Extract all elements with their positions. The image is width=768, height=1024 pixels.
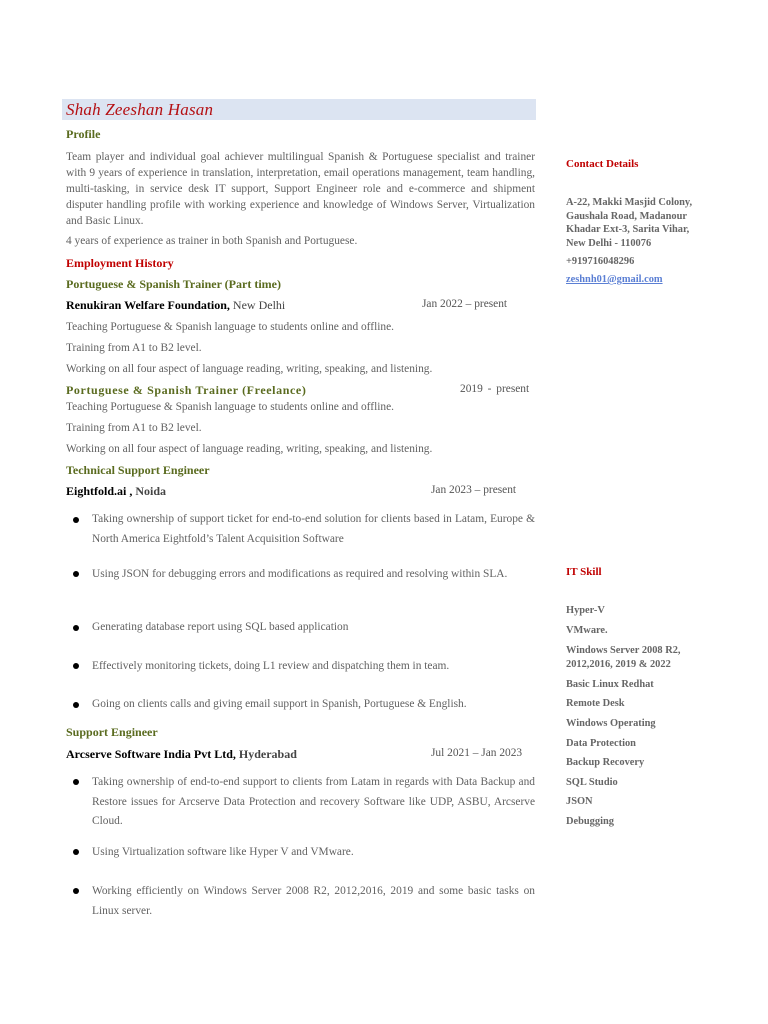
job-dates: Jul 2021 – Jan 2023 <box>431 747 523 759</box>
skill-item: Basic Linux Redhat <box>566 679 654 690</box>
profile-trainer-experience: 4 years of experience as trainer in both Spanish and Portuguese. <box>66 235 358 247</box>
bullet-icon <box>73 849 79 855</box>
bullet-icon <box>73 625 79 631</box>
skill-item: Windows Operating <box>566 718 656 729</box>
job-line: Working on all four aspect of language reading, writing, speaking, and listening. <box>66 363 433 375</box>
skill-item: 2012,2016, 2019 & 2022 <box>566 659 671 670</box>
job-dates: Jan 2022 – present <box>422 298 508 310</box>
job-bullet: Generating database report using SQL based application <box>92 621 349 633</box>
job-bullet: Taking ownership of support ticket for end-to-end solution for clients based in Latam, Europe & North America Eightfold’s Talent Acquisition Software <box>92 513 535 545</box>
job-bullet: Working efficiently on Windows Server 2008 R2, 2012,2016, 2019 and some basic tasks on Linux server. <box>92 885 535 917</box>
skill-item: Windows Server 2008 R2, <box>566 645 681 656</box>
organization-name: Arcserve Software India Pvt Ltd, <box>66 747 236 761</box>
organization-name: Renukiran Welfare Foundation, <box>66 298 230 312</box>
contact-address <box>566 196 736 250</box>
job-title: Portuguese & Spanish Trainer (Freelance) <box>66 383 307 397</box>
contact-email-link[interactable]: zeshnh01@gmail.com <box>566 274 663 285</box>
organization-location: New Delhi <box>229 298 286 312</box>
job-bullet: Effectively monitoring tickets, doing L1 review and dispatching them in team. <box>92 660 450 672</box>
skill-item: Debugging <box>566 816 614 827</box>
job-bullet: Using Virtualization software like Hyper V and VMware. <box>92 846 354 858</box>
skill-item: Remote Desk <box>566 698 625 709</box>
profile-summary: Team player and individual goal achiever multilingual Spanish & Portuguese specialist and trainer with 9 years of experience in translation, interpretation, email operations management, team handling, multi-tasking, in service desk IT support, Support Engineer role and e-commerce and shipment disputer handling profile with working experience and knowledge of Windows Server, Virtualization and Basic Linux. <box>66 151 535 227</box>
employment-heading: Employment History <box>66 256 174 270</box>
contact-heading: Contact Details <box>566 158 639 170</box>
skill-item: SQL Studio <box>566 777 618 788</box>
job-organization <box>66 298 285 313</box>
organization-location: Noida <box>132 484 167 498</box>
address-line: A-22, Makki Masjid Colony, <box>566 197 693 208</box>
job-title: Technical Support Engineer <box>66 463 210 477</box>
job-bullet: Going on clients calls and giving email support in Spanish, Portuguese & English. <box>92 698 467 710</box>
candidate-name: Shah Zeeshan Hasan <box>66 100 214 119</box>
organization-name: Eightfold.ai , <box>66 484 133 498</box>
organization-location: Hyderabad <box>235 747 297 761</box>
contact-phone: +919716048296 <box>566 256 635 267</box>
bullet-icon <box>73 779 79 785</box>
bullet-icon <box>73 571 79 577</box>
skill-item: Data Protection <box>566 738 636 749</box>
bullet-icon <box>73 663 79 669</box>
job-line: Teaching Portuguese & Spanish language to students online and offline. <box>66 321 394 333</box>
job-bullet: Using JSON for debugging errors and modifications as required and resolving within SLA. <box>92 568 508 580</box>
job-dates: Jan 2023 – present <box>431 484 517 496</box>
bullet-icon <box>73 888 79 894</box>
skill-item: Hyper-V <box>566 605 605 616</box>
job-bullet: Taking ownership of end-to-end support to clients from Latam in regards with Data Backup and Restore issues for Arcserve Data Protection and recovery Software like UDP, ASBU, Arcserve Cloud. <box>92 776 535 827</box>
skill-item: Backup Recovery <box>566 757 645 768</box>
job-line: Training from A1 to B2 level. <box>66 342 202 354</box>
job-organization <box>66 747 297 762</box>
address-line: Gaushala Road, Madanour <box>566 210 687 222</box>
bullet-icon <box>73 702 79 708</box>
skill-item: JSON <box>566 796 593 807</box>
bullet-icon <box>73 517 79 523</box>
job-title: Portuguese & Spanish Trainer (Part time) <box>66 277 281 291</box>
job-line: Training from A1 to B2 level. <box>66 422 202 434</box>
address-line: Khadar Ext-3, Sarita Vihar, <box>566 224 690 235</box>
profile-heading: Profile <box>66 127 101 141</box>
address-line: New Delhi - 110076 <box>566 237 652 249</box>
skills-heading: IT Skill <box>566 566 602 578</box>
job-line: Working on all four aspect of language reading, writing, speaking, and listening. <box>66 443 433 455</box>
job-title: Support Engineer <box>66 725 158 739</box>
skill-item: VMware. <box>566 625 608 636</box>
job-dates: 2019 - present <box>460 383 530 395</box>
job-line: Teaching Portuguese & Spanish language to students online and offline. <box>66 401 394 413</box>
job-organization <box>66 484 166 499</box>
